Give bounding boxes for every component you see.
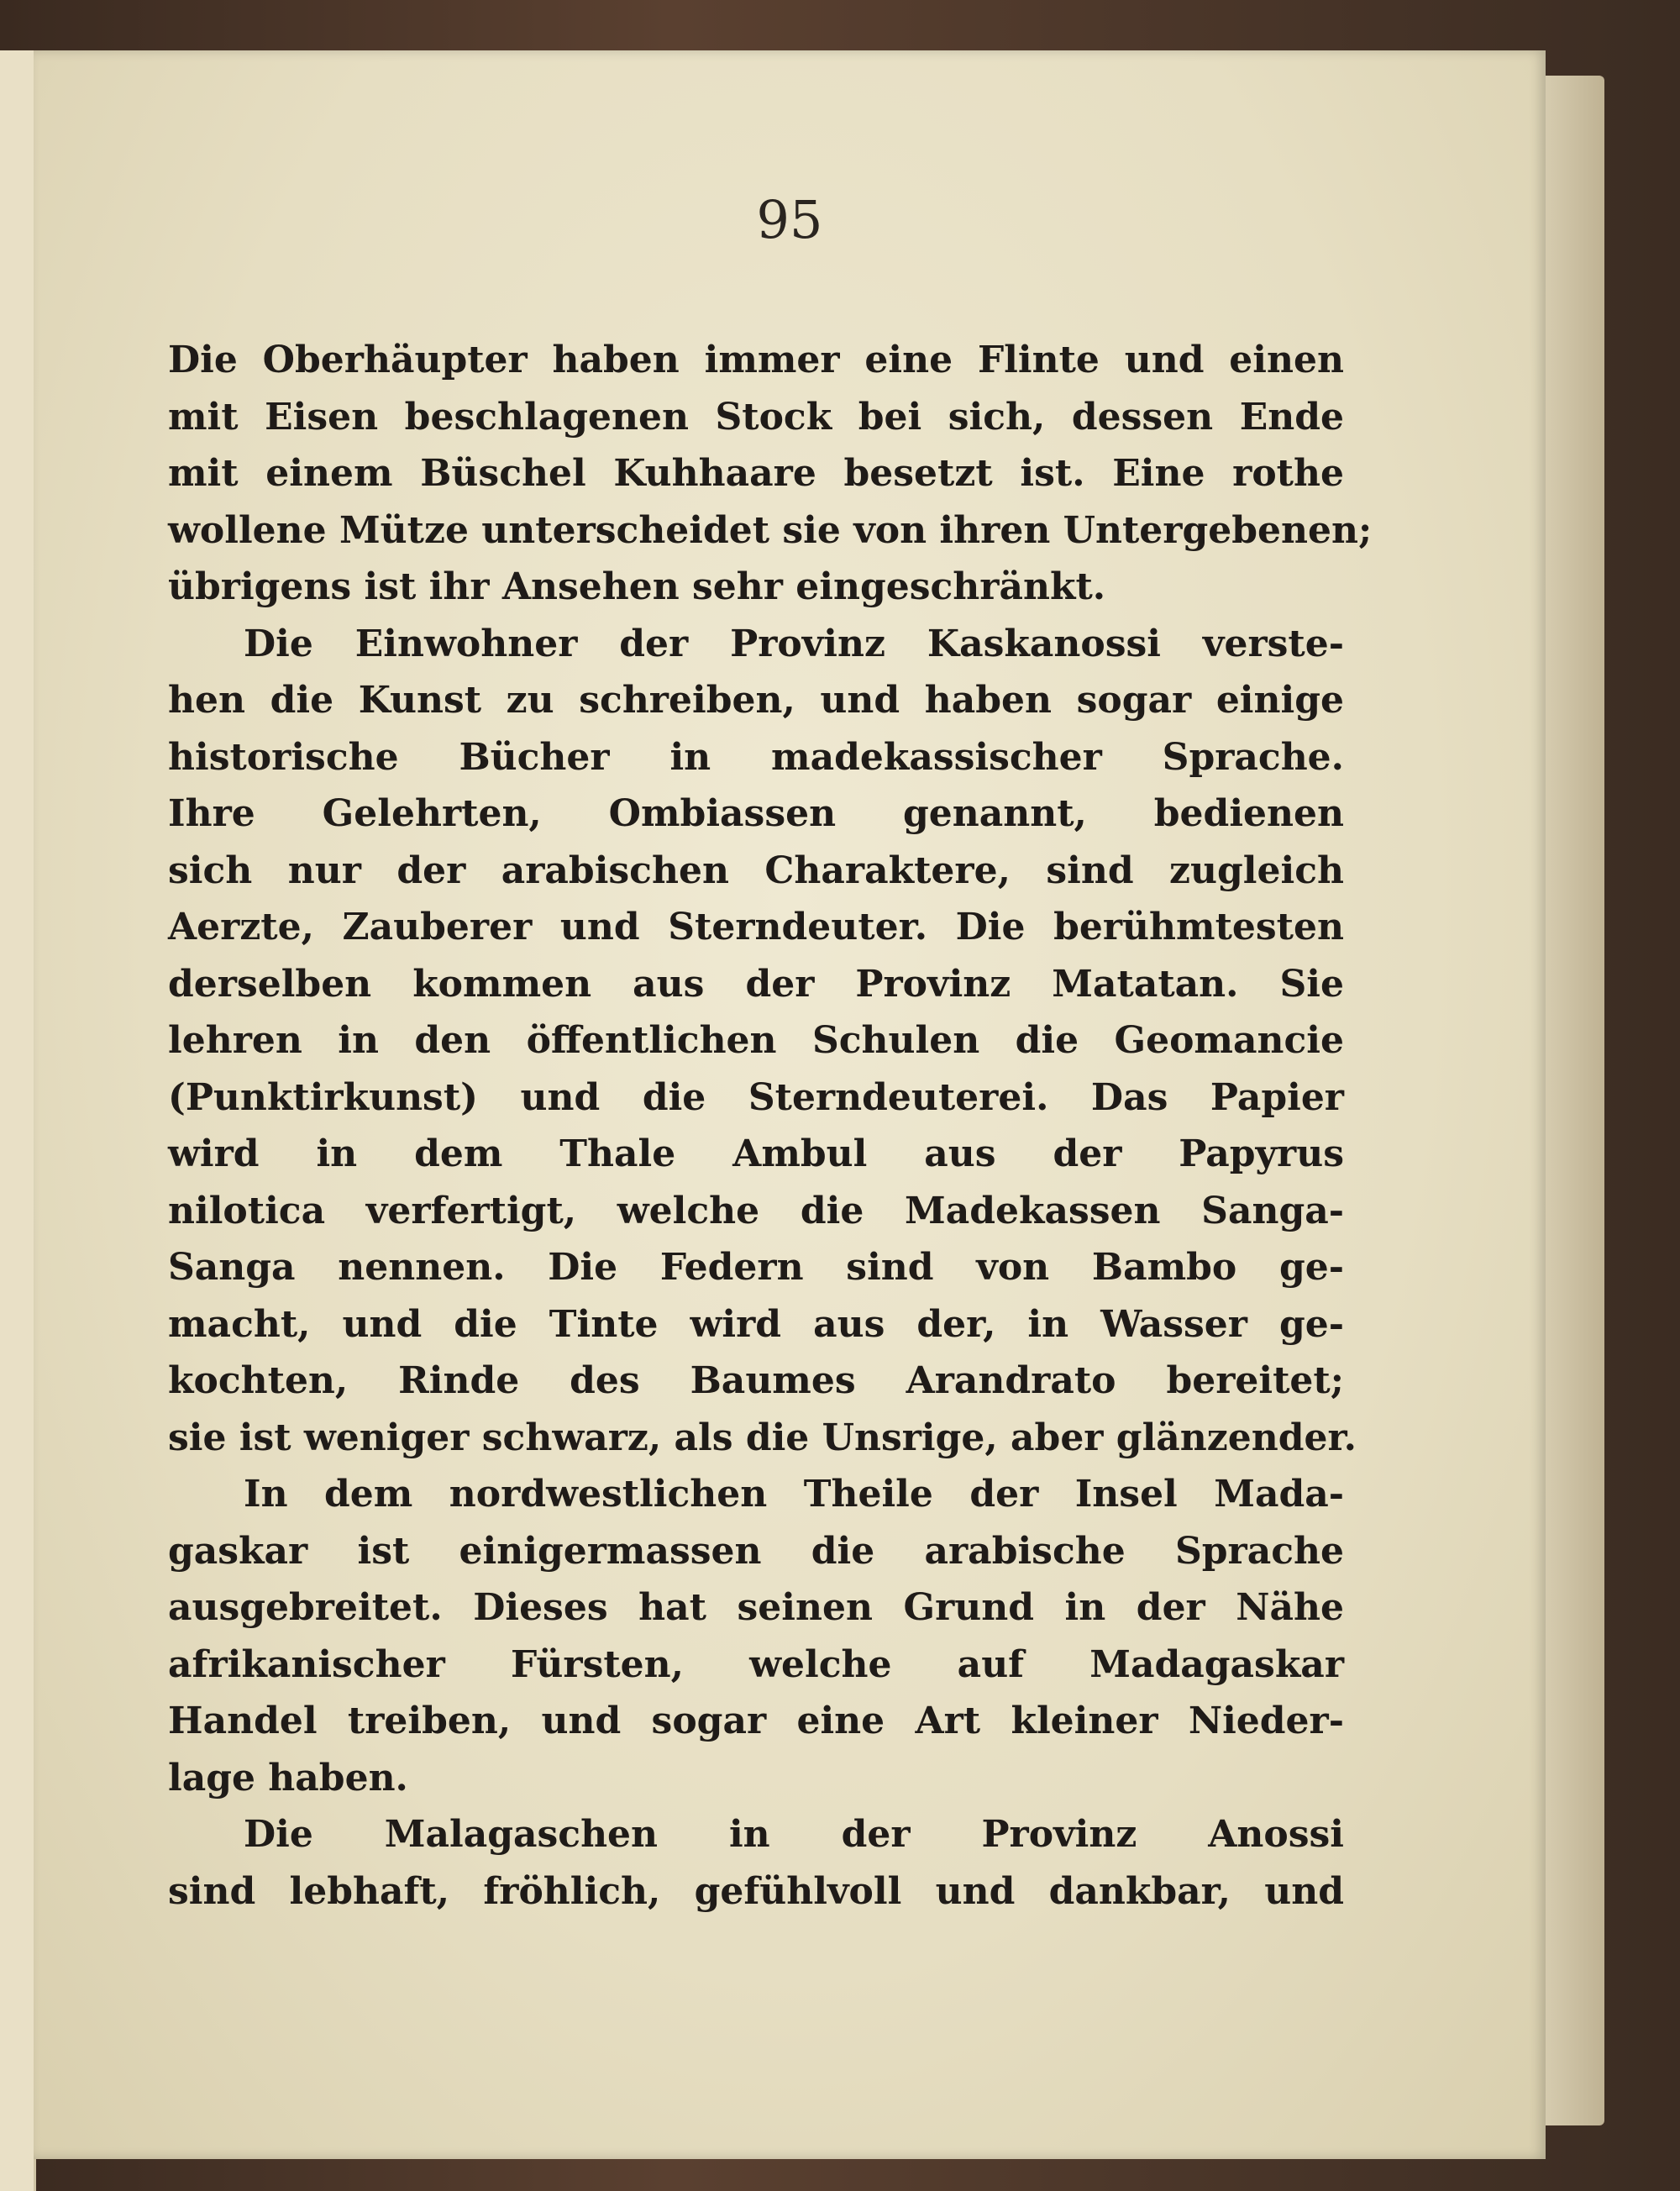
previous-page-edge — [0, 50, 36, 2191]
text-line: nilotica verfertigt, welche die Madekassen Sanga- — [168, 1189, 1344, 1232]
text-line: Handel treiben, und sogar eine Art kleiner Nieder- — [168, 1700, 1344, 1742]
text-line: lage haben. — [168, 1756, 408, 1800]
text-line: übrigens ist ihr Ansehen sehr eingeschränkt. — [168, 565, 1106, 608]
text-line: Sanga nennen. Die Federn sind von Bambo ge- — [168, 1246, 1344, 1289]
text-line: mit einem Büschel Kuhhaare besetzt ist. Eine rothe — [168, 452, 1344, 495]
text-line: hen die Kunst zu schreiben, und haben sogar einige — [168, 679, 1344, 722]
text-line: afrikanischer Fürsten, welche auf Madagaskar — [168, 1642, 1344, 1686]
text-line: historische Bücher in madekassischer Sprache. — [168, 735, 1344, 779]
text-line: sind lebhaft, fröhlich, gefühlvoll und dankbar, und — [168, 1869, 1344, 1913]
text-line: macht, und die Tinte wird aus der, in Wasser ge- — [168, 1302, 1344, 1346]
text-line: wird in dem Thale Ambul aus der Papyrus — [168, 1132, 1344, 1175]
text-line: In dem nordwestlichen Theile der Insel Mada- — [244, 1473, 1344, 1516]
body-text — [168, 332, 1373, 1920]
page-stack-edge — [1537, 76, 1604, 2125]
book-page — [34, 50, 1546, 2159]
text-line: Ihre Gelehrten, Ombiassen genannt, bedienen — [168, 792, 1344, 835]
page-number: 95 — [756, 189, 823, 250]
text-line: Die Malagaschen in der Provinz Anossi — [244, 1813, 1344, 1856]
text-line: Aerzte, Zauberer und Sterndeuter. Die berühmtesten — [168, 906, 1344, 948]
text-line: Die Einwohner der Provinz Kaskanossi verste- — [244, 622, 1344, 665]
text-line: (Punktirkunst) und die Sterndeuterei. Das Papier — [168, 1075, 1344, 1119]
text-line: wollene Mütze unterscheidet sie von ihren Untergebenen; — [168, 508, 1373, 552]
text-line: ausgebreitet. Dieses hat seinen Grund in der Nähe — [168, 1586, 1344, 1629]
text-line: Die Oberhäupter haben immer eine Flinte und einen — [168, 339, 1344, 381]
text-line: sich nur der arabischen Charaktere, sind zugleich — [168, 849, 1344, 892]
text-line: gaskar ist einigermassen die arabische Sprache — [168, 1529, 1344, 1573]
text-line: derselben kommen aus der Provinz Matatan. Sie — [168, 962, 1344, 1006]
text-line: kochten, Rinde des Baumes Arandrato bereitet; — [168, 1359, 1344, 1402]
text-line: lehren in den öffentlichen Schulen die Geomancie — [168, 1019, 1344, 1062]
text-line: mit Eisen beschlagenen Stock bei sich, dessen Ende — [168, 395, 1344, 439]
text-line: sie ist weniger schwarz, als die Unsrige, aber glänzender. — [168, 1416, 1357, 1459]
